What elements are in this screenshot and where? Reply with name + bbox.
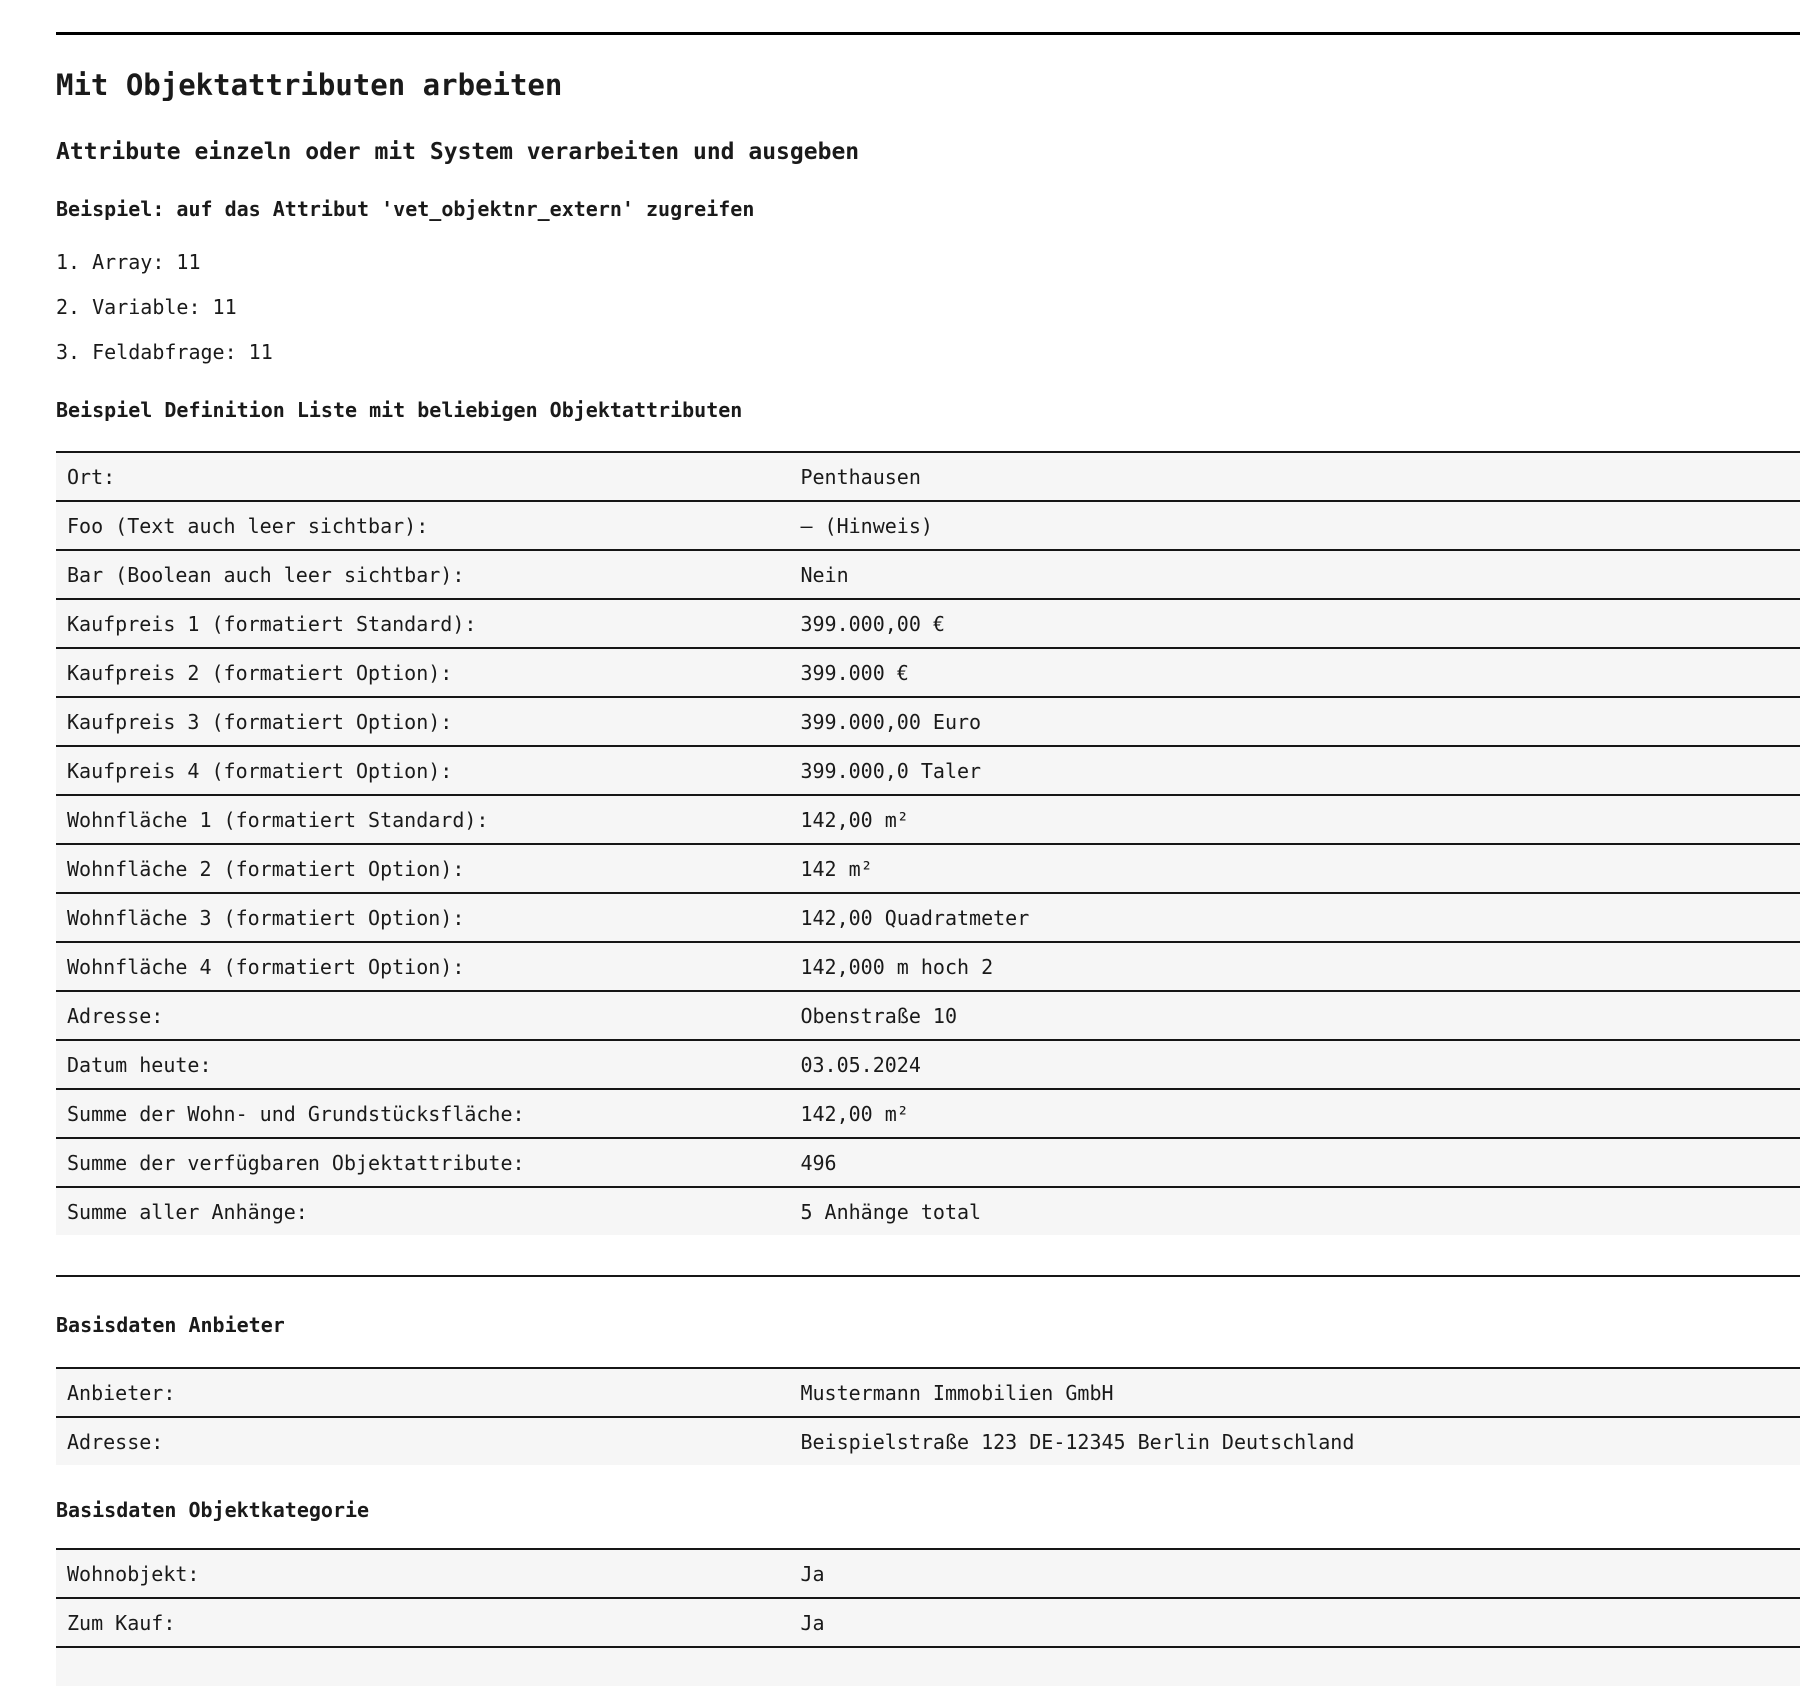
attribute-label: Wohnobjekt: (56, 1549, 788, 1598)
page-subtitle: Attribute einzeln oder mit System verarbeiten und ausgeben (56, 139, 860, 165)
attribute-row (56, 452, 1800, 501)
attribute-row (56, 1368, 1800, 1417)
attribute-value: Beispielstraße 123 DE-12345 Berlin Deutschland (788, 1417, 1800, 1465)
attribute-value: Ja (788, 1598, 1800, 1646)
attribute-value: 399.000,00 € (788, 599, 1800, 648)
attribute-label: Datum heute: (56, 1040, 788, 1089)
attribute-value: 142,00 Quadratmeter (788, 893, 1800, 942)
attribute-value: Penthausen (788, 452, 1800, 501)
attribute-row (56, 1598, 1800, 1646)
attribute-row (56, 501, 1800, 550)
step-item: 2. Variable: 11 (56, 295, 237, 319)
section-divider (56, 1275, 1800, 1277)
attribute-row (56, 697, 1800, 746)
section-heading-objektkategorie: Basisdaten Objektkategorie (56, 1498, 370, 1522)
attribute-row (56, 1417, 1800, 1465)
attribute-label: Bar (Boolean auch leer sichtbar): (56, 550, 788, 599)
attribute-row (56, 795, 1800, 844)
attribute-row (56, 942, 1800, 991)
attribute-value: – (Hinweis) (788, 501, 1800, 550)
section-heading-anbieter: Basisdaten Anbieter (56, 1313, 285, 1337)
definition-list-heading: Beispiel Definition Liste mit beliebigen Objektattributen (56, 398, 743, 422)
attribute-label: Ort: (56, 452, 788, 501)
attribute-label: Kaufpreis 3 (formatiert Option): (56, 697, 788, 746)
attribute-label: Summe aller Anhänge: (56, 1187, 788, 1235)
attribute-label: Anbieter: (56, 1368, 788, 1417)
anbieter-table (56, 1367, 1800, 1465)
attribute-value: 142,00 m² (788, 1089, 1800, 1138)
attribute-value: Obenstraße 10 (788, 991, 1800, 1040)
attribute-value: 496 (788, 1138, 1800, 1187)
attribute-label: Wohnfläche 1 (formatiert Standard): (56, 795, 788, 844)
attribute-label: Kaufpreis 1 (formatiert Standard): (56, 599, 788, 648)
document-content (56, 32, 1800, 1686)
attribute-value: 399.000 € (788, 648, 1800, 697)
attribute-row (56, 1187, 1800, 1235)
attribute-table (56, 451, 1800, 1235)
attribute-value: 142,000 m hoch 2 (788, 942, 1800, 991)
attribute-label: Wohnfläche 3 (formatiert Option): (56, 893, 788, 942)
example-heading: Beispiel: auf das Attribut 'vet_objektnr_extern' zugreifen (56, 197, 755, 221)
attribute-row (56, 1089, 1800, 1138)
attribute-row (56, 991, 1800, 1040)
attribute-label: Foo (Text auch leer sichtbar): (56, 501, 788, 550)
attribute-value: 03.05.2024 (788, 1040, 1800, 1089)
top-divider (56, 32, 1800, 35)
attribute-label: Wohnfläche 2 (formatiert Option): (56, 844, 788, 893)
attribute-row (56, 893, 1800, 942)
attribute-label: Kaufpreis 2 (formatiert Option): (56, 648, 788, 697)
attribute-value: 142 m² (788, 844, 1800, 893)
cut-off-row (56, 1646, 1800, 1686)
attribute-row (56, 648, 1800, 697)
attribute-value: 5 Anhänge total (788, 1187, 1800, 1235)
attribute-label: Adresse: (56, 991, 788, 1040)
attribute-row (56, 844, 1800, 893)
attribute-value: 399.000,0 Taler (788, 746, 1800, 795)
attribute-row (56, 746, 1800, 795)
attribute-label: Zum Kauf: (56, 1598, 788, 1646)
attribute-label: Summe der verfügbaren Objektattribute: (56, 1138, 788, 1187)
attribute-value: Ja (788, 1549, 1800, 1598)
step-item: 1. Array: 11 (56, 250, 201, 274)
attribute-row (56, 550, 1800, 599)
objektkategorie-table (56, 1548, 1800, 1646)
attribute-value: Mustermann Immobilien GmbH (788, 1368, 1800, 1417)
attribute-value: Nein (788, 550, 1800, 599)
steps-list (56, 250, 1800, 364)
attribute-row (56, 1549, 1800, 1598)
attribute-row (56, 1138, 1800, 1187)
attribute-label: Wohnfläche 4 (formatiert Option): (56, 942, 788, 991)
attribute-value: 399.000,00 Euro (788, 697, 1800, 746)
step-item: 3. Feldabfrage: 11 (56, 340, 273, 364)
attribute-row (56, 599, 1800, 648)
attribute-value: 142,00 m² (788, 795, 1800, 844)
attribute-label: Kaufpreis 4 (formatiert Option): (56, 746, 788, 795)
attribute-label: Summe der Wohn- und Grundstücksfläche: (56, 1089, 788, 1138)
page-title: Mit Objektattributen arbeiten (56, 68, 563, 102)
attribute-row (56, 1040, 1800, 1089)
attribute-label: Adresse: (56, 1417, 788, 1465)
